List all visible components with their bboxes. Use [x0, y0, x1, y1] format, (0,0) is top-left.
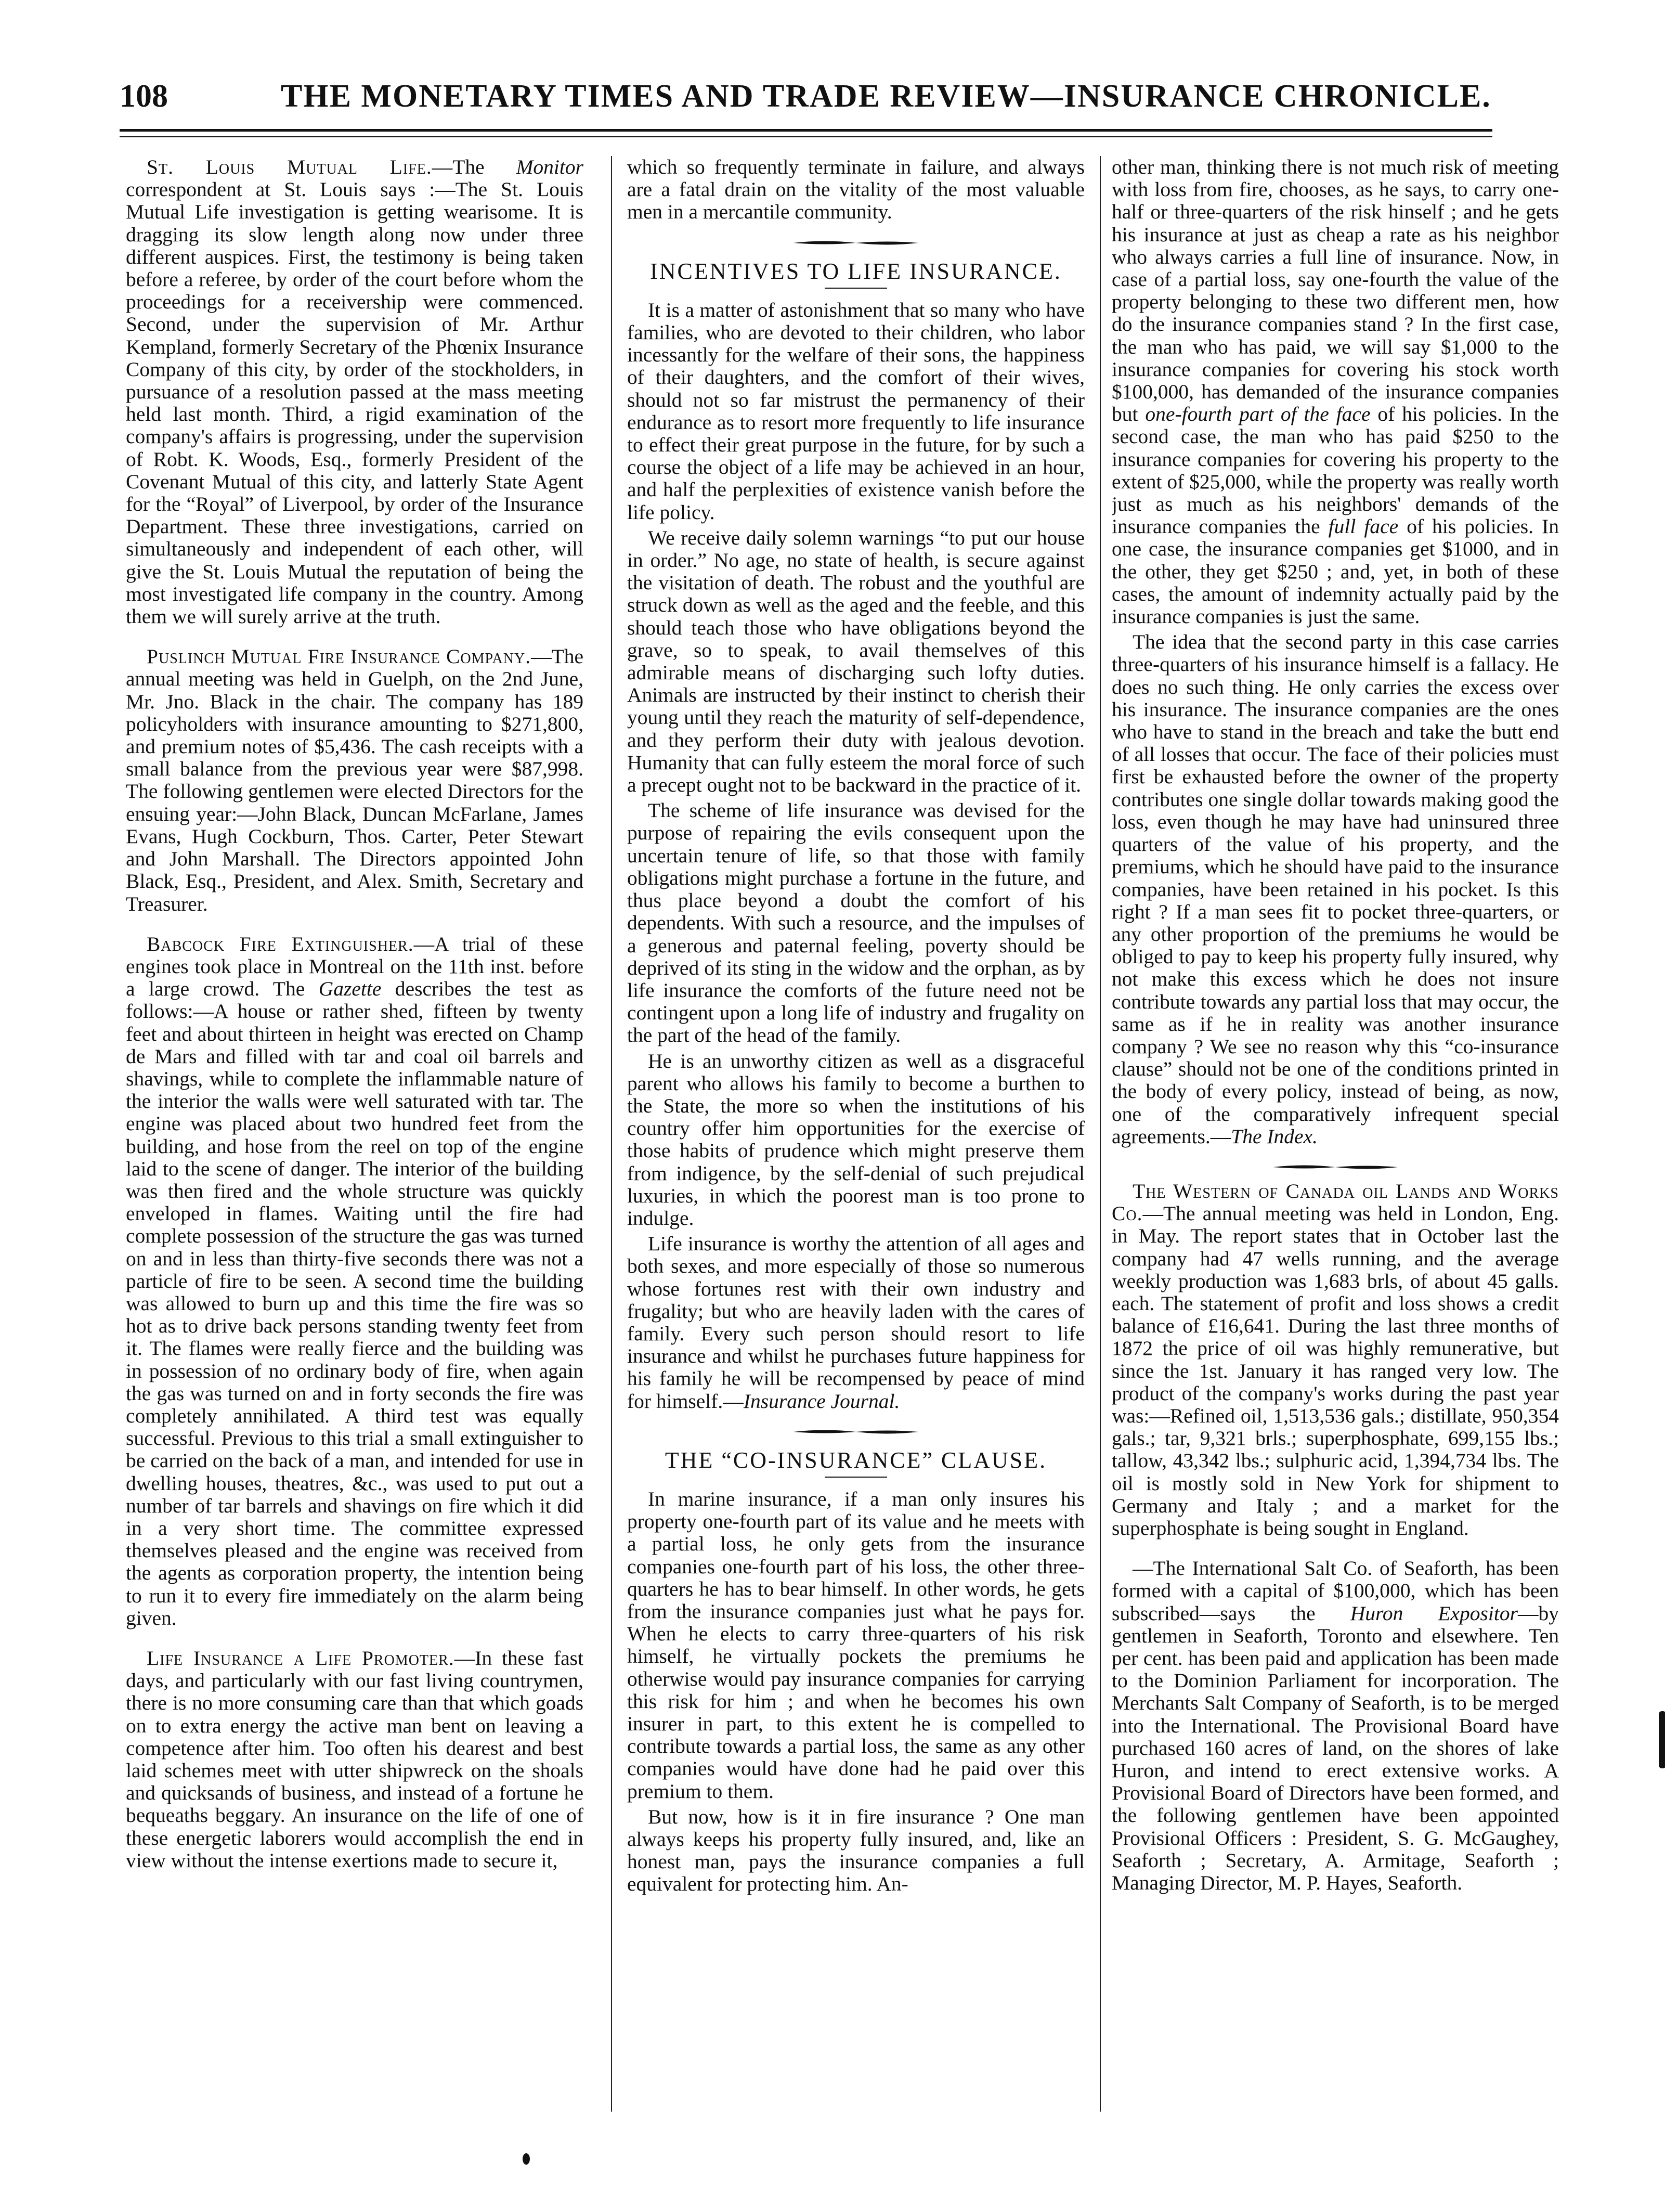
article-puslinch-mutual — [126, 645, 583, 915]
paragraph-text: of his policies. In the second case, the man who has paid $250 to the insurance companies for covering his property to the extent of $25,000, while the property was really worth just as much as his neighbors' demands of the insurance companies the — [1112, 403, 1559, 538]
article-title: Babcock Fire Extinguisher. — [147, 932, 414, 955]
header-rule-thin — [120, 136, 1492, 137]
article-title: Puslinch Mutual Fire Insurance Company. — [147, 645, 531, 668]
paragraph-text: Life insurance is worthy the attention of all ages and both sexes, and more especially of those so numerous whose fortunes rest with their own industry and frugality; but who are heavily laden with the cares of family. Every such person should resort to life insurance and whilst he purchases future happiness for his family he will be recompensed by peace of mind for himself.— — [627, 1232, 1085, 1413]
page-header — [120, 73, 1492, 125]
paragraph-text: The idea that the second party in this case carries three-quarters of his insurance himself is a fallacy. He does no such thing. He only carries the excess over his insurance. The insurance companies are the ones who have to stand in the breach and take the butt end of all losses that occur. The face of their policies must first be exhausted before the owner of the property contributes one single dollar towards making good the loss, even though he may have had uninsured three quarters of the value of his property, and the premiums, which he should have paid to the insurance companies, have been retained in his pocket. Is this right ? If a man sees fit to pocket three-quarters, or any other proportion of the premiums he would be obliged to pay to keep his property fully insured, why not make this excess which he does not insure contribute towards any partial loss that may occur, the same as if he in reality was another insurance company ? We see no reason why this “co-insurance clause” should not be one of the conditions printed in the body of every policy, instead of being, as now, one of the comparatively infrequent special agreements.— — [1112, 630, 1559, 1148]
paragraph: But now, how is it in fire insurance ? One man always keeps his property fully insured, and, like an honest man, pays the insurance companies a full equivalent for protecting him. An- — [627, 1805, 1085, 1896]
article-text: —A trial of these engines took place in Montreal on the 11th inst. before a large crowd. The — [126, 932, 583, 1001]
article-babcock-extinguisher — [126, 933, 583, 1629]
article-title: Life Insurance a Life Promoter. — [147, 1647, 454, 1670]
continued-text: which so frequently terminate in failure, and always are a fatal drain on the vitality of the most valuable men in a mercantile community. — [627, 156, 1085, 224]
ornamental-rule — [1273, 1163, 1398, 1171]
article-text: —In these fast days, and particularly with our fast living countrymen, there is no more consuming care than that which goads on to extra energy the active man bent on leaving a competence after him. Too often his dearest and best laid schemes meet with utter shipwreck on the shoals and quicksands of business, and instead of a fortune he bequeaths beggary. An insurance on the life of one of these energetic laborers would accomplish the end in view without the intense exertions made to secure it, — [126, 1647, 583, 1872]
source-credit: Insurance Journal. — [743, 1389, 900, 1413]
article-western-canada-oil — [1112, 1180, 1559, 1540]
continued-text — [1112, 156, 1559, 628]
paragraph: In marine insurance, if a man only insures his property one-fourth part of its value and he meets with a partial loss, he only gets from the insurance companies one-fourth part of his loss, the other three-quarters he has to bear himself. In other words, he gets from the insurance companies just what he pays for. When he elects to carry three-quarters of his risk himself, he virtually pockets the premiums he otherwise would pay insurance companies for carrying this risk for him ; and when he becomes his own insurer in part, to this extent he is compelled to contribute towards a partial loss, the same as any other companies would have done had he paid over this premium to them. — [627, 1487, 1085, 1803]
article-text: —by gentlemen in Seaforth, Toronto and elsewhere. Ten per cent. has been paid and application has been made to the Dominion Parliament for incorporation. The Merchants Salt Company of Seaforth, is to be merged into the International. The Provisional Board have purchased 160 acres of land, on the shores of lake Huron, and intend to erect extensive works. A Provisional Board of Directors have been formed, and the following gentlemen have been appointed Provisional Officers : President, S. G. McGaughey, Seaforth ; Secretary, A. Armitage, Seaforth ; Managing Director, M. P. Hayes, Seaforth. — [1112, 1601, 1559, 1895]
column-2 — [627, 156, 1085, 2106]
source-credit: The Index. — [1231, 1124, 1318, 1148]
column-divider — [1100, 156, 1101, 2112]
article-text: —The — [432, 156, 516, 178]
article-text: correspondent at St. Louis says :—The St. Louis Mutual Life investigation is getting wearisome. It is dragging its slow length along now under three different auspices. First, the testimony is being taken before a referee, by order of the court before whom the proceedings for a receivership were commenced. Second, under the supervision of Mr. Arthur Kempland, formerly Secretary of the Phœnix Insurance Company of this city, by order of the stockholders, in pursuance of a resolution passed at the mass meeting held last month. Third, a rigid examination of the company's affairs is progressing, under the supervision of Robt. K. Woods, Esq., formerly President of the Covenant Mutual of this city, and latterly State Agent for the “Royal” of Liverpool, by order of the Insurance Department. These three investigations, carried on simultaneously and independent of each other, will give the St. Louis Mutual the reputation of being the most investigated life company in the country. Among them we will surely arrive at the truth. — [126, 178, 583, 628]
ornamental-rule — [794, 1428, 918, 1435]
heading-rule — [825, 1477, 887, 1478]
page-mark — [523, 2153, 530, 2165]
article-text: —The International Salt Co. of Seaforth, has been formed with a capital of $100,000, which has been subscribed—says the — [1112, 1557, 1559, 1625]
article-international-salt — [1112, 1557, 1559, 1894]
emphasis: one-fourth part of the face — [1145, 403, 1371, 426]
section-heading: THE “CO-INSURANCE” CLAUSE. — [665, 1447, 1047, 1473]
paragraph-text: other man, thinking there is not much risk of meeting with loss from fire, chooses, as he says, to carry one-half or three-quarters of the risk hinself ; and he gets his insurance at just as cheap a rate as his neighbor who always carries a full line of insurance. Now, in case of a partial loss, say one-fourth the value of the property belonging to these two different men, how do the insurance companies stand ? In the first case, the man who has paid, we will say $1,000 to the insurance companies for covering his stock worth $100,000, has demanded of the insurance companies but — [1112, 156, 1559, 426]
column-3 — [1112, 156, 1559, 2106]
paragraph: He is an unworthy citizen as well as a disgraceful parent who allows his family to become a burthen to the State, the more so when the institutions of his country offer him opportunities for the exercise of those habits of prudence which might preserve them from indigence, by the self-denial of such prejudical luxuries, in which the poorest man is too prone to indulge. — [627, 1049, 1085, 1230]
paragraph: It is a matter of astonishment that so many who have families, who are devoted to their children, who labor incessantly for the welfare of their sons, the happiness of their daughters, and the comfort of their wives, should not so far mistrust the permanency of their endurance as to resort more frequently to life insurance to effect their great purpose in the future, for by such a course the object of a life may be achieved in an hour, and half the perplexities of existence vanish before the life policy. — [627, 298, 1085, 524]
emphasis: full face — [1328, 515, 1399, 538]
article-text: —The annual meeting was held in Guelph, on the 2nd June, Mr. Jno. Black in the chair. The company has 189 policyholders with insurance amounting to $271,800, and premium notes of $5,436. The cash receipts with a small balance from the previous year were $87,998. The following gentlemen were elected Directors for the ensuing year:—John Black, Duncan McFarlane, James Evans, Hugh Cockburn, Thos. Carter, Peter Stewart and John Marshall. The Directors appointed John Black, Esq., President, and Alex. Smith, Secretary and Treasurer. — [126, 645, 583, 915]
section-heading: INCENTIVES TO LIFE INSURANCE. — [650, 258, 1062, 284]
binding-mark — [1659, 1711, 1665, 1768]
article-title: St. Louis Mutual Life. — [147, 156, 432, 178]
publication-name: Gazette — [318, 977, 382, 1001]
paragraph — [1112, 631, 1559, 1148]
ornamental-rule — [794, 239, 918, 247]
article-text: —The annual meeting was held in London, Eng. in May. The report states that in October last the company had 47 wells running, and the average weekly production was 1,683 brls, of about 45 galls. each. The statement of profit and loss shows a credit balance of £16,641. During the last three months of 1872 the price of oil was highly remunerative, but since the 1st. January it has ranged very low. The product of the company's works during the past year was:—Refined oil, 1,513,536 gals.; distillate, 950,354 gals.; tar, 9,321 brls.; superphosphate, 699,155 lbs.; tallow, 43,342 lbs.; sulphuric acid, 1,394,734 lbs. The oil is mostly sold in New York for shipment to Germany and Italy ; and a market for the superphosphate is being sought in England. — [1112, 1202, 1559, 1540]
heading-rule — [825, 288, 887, 289]
article-st-louis-mutual — [126, 156, 583, 628]
paragraph-text: of his policies. In one case, the insurance companies get $1000, and in the other, they get $250 ; and, yet, in both of these cases, the amount of indemnity actually paid by the insurance companies is just the same. — [1112, 515, 1559, 628]
paragraph: We receive daily solemn warnings “to put our house in order.” No age, no state of health, is secure against the visitation of death. The robust and the youthful are struck down as well as the aged and the feeble, and this should teach those who have obligations beyond the grave, so to speak, to avail themselves of this admirable means of discharging such lofty duties. Animals are instructed by their instinct to cherish their young until they reach the maturity of self-dependence, and they perform their duty with jealous devotion. Humanity that can fully esteem the moral force of such a precept ought not to be backward in the practice of it. — [627, 526, 1085, 797]
paragraph: The scheme of life insurance was devised for the purpose of repairing the evils consequent upon the uncertain tenure of life, so that those with family obligations might purchase a fortune in the future, and thus place beyond a doubt the comfort of his dependents. With such a resource, and the impulses of a generous and paternal feeling, poverty should be deprived of its sting in the widow and the orphan, as by life insurance the comforts of the future need not be contingent upon a long life of industry and frugality on the part of the head of the family. — [627, 799, 1085, 1047]
article-title: The Western of Canada oil Lands and Works Co. — [1112, 1179, 1559, 1225]
article-life-promoter — [126, 1647, 583, 1872]
header-rule — [120, 129, 1492, 132]
paragraph — [627, 1233, 1085, 1413]
publication-name: Huron Expositor — [1350, 1601, 1518, 1625]
page-number: 108 — [120, 79, 168, 114]
running-head: THE MONETARY TIMES AND TRADE REVIEW—INSURANCE CHRONICLE. — [281, 79, 1491, 114]
publication-name: Monitor — [516, 156, 583, 178]
article-text: describes the test as follows:—A house or rather shed, fifteen by twenty feet and about thirteen in height was erected on Champ de Mars and filled with tar and coal oil barrels and shavings, while to complete the inflammable nature of the interior the walls were well saturated with tar. The engine was placed about two hundred feet from the building, and hose from the reel on top of the engine laid to the scene of danger. The interior of the building was then fired and the whole structure was quickly enveloped in flames. Waiting until the fire had complete possession of the structure the gas was turned on and in less than thirty-five seconds there was not a particle of fire to be seen. A second time the building was allowed to burn up and this time the fire was so hot as to drive back persons standing twenty feet from it. The flames were really fierce and the building was in possession of no ordinary body of fire, when again the gas was turned on and in forty seconds the fire was completely annihilated. A third test was equally successful. Previous to this trial a small extinguisher to be carried on the back of a man, and intended for use in dwelling houses, theatres, &c., was used to put out a number of tar barrels and shavings on fire which it did in a very short time. The committee expressed themselves pleased and the engine was received from the agents as corporation property, the intention being to run it to every fire immediately on the alarm being given. — [126, 977, 583, 1629]
column-1 — [126, 156, 583, 2106]
column-divider — [611, 156, 612, 2112]
